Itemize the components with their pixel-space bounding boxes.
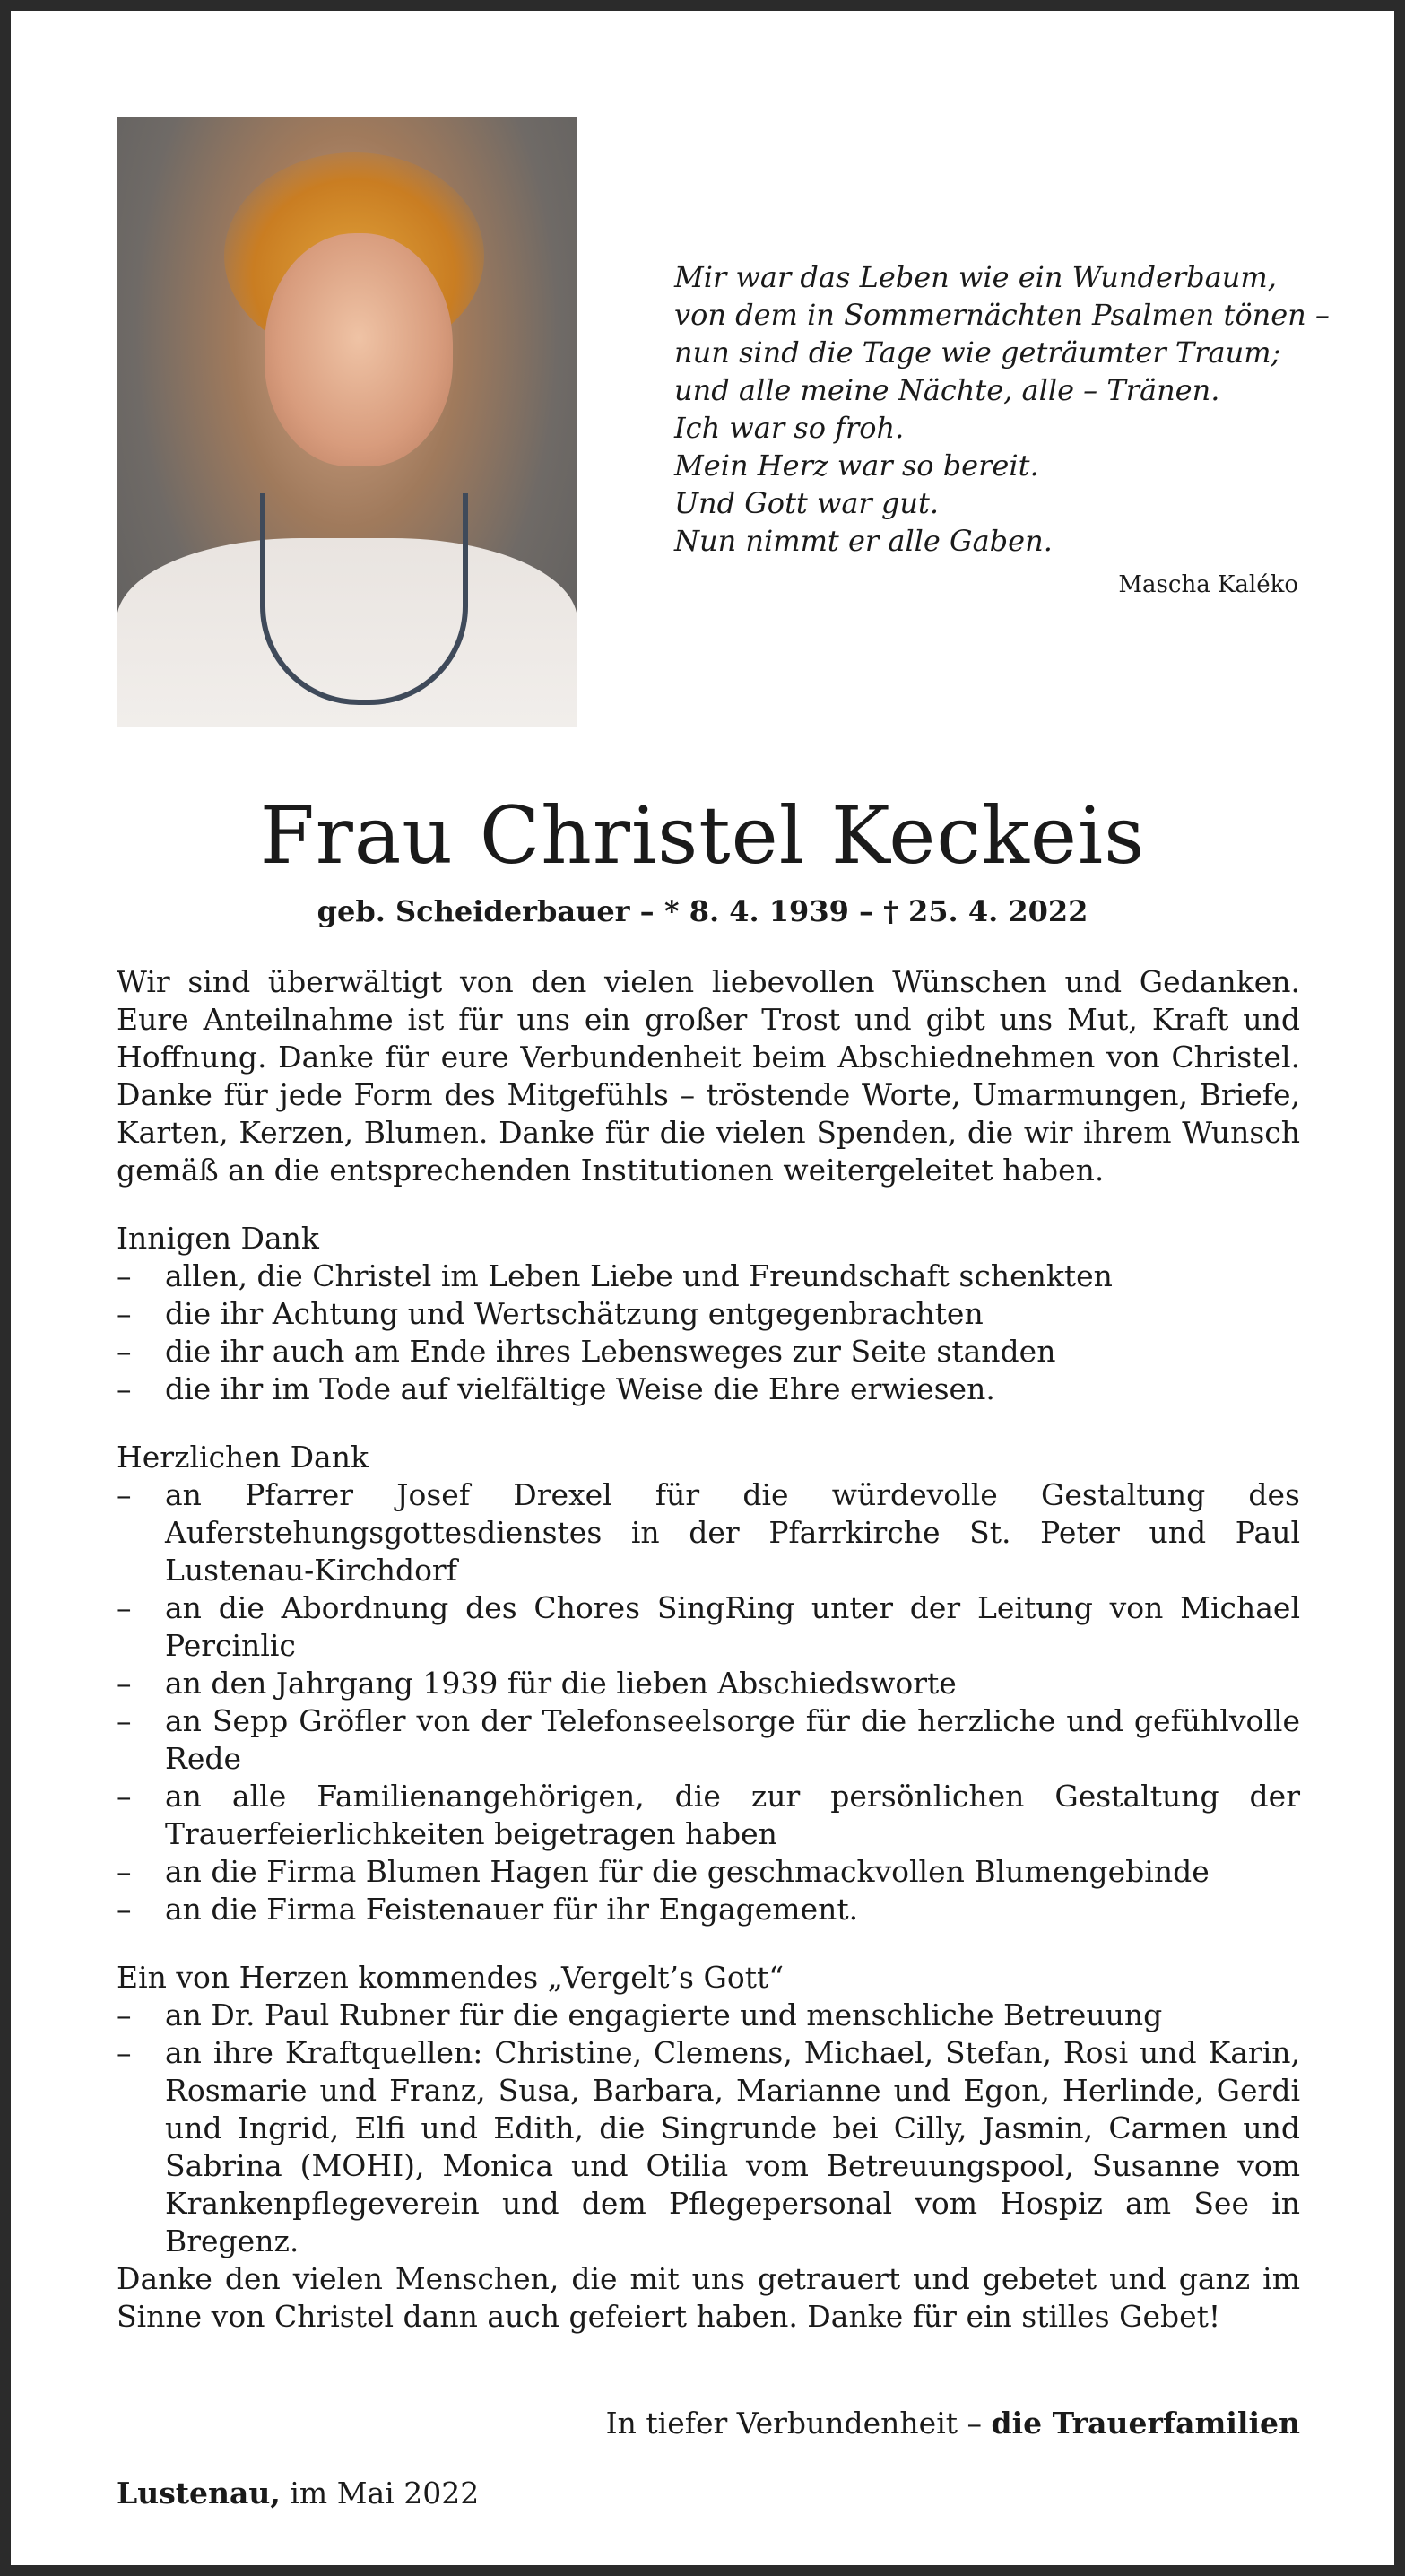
poem-line: Mein Herz war so bereit. — [674, 448, 1039, 483]
poem-line: von dem in Sommernächten Psalmen tönen – — [674, 298, 1330, 332]
poem-line: Und Gott war gut. — [674, 486, 940, 520]
poem-line: Ich war so froh. — [674, 411, 905, 445]
closing-prefix: In tiefer Verbundenheit – — [605, 2406, 992, 2441]
closing-family: die Trauerfamilien — [991, 2406, 1300, 2441]
section-heading: Innigen Dank — [117, 1221, 319, 1256]
list-item: – an die Abordnung des Chores SingRing unter der Leitung von Michael Percinlic — [117, 1589, 1300, 1665]
deceased-dates: geb. Scheiderbauer – * 8. 4. 1939 – † 25. 4. 2022 — [317, 894, 1088, 928]
section-innig — [117, 1220, 1300, 1408]
list-item: – allen, die Christel im Leben Liebe und Freundschaft schenkten — [117, 1258, 1300, 1295]
deceased-name: Frau Christel Keckeis — [259, 789, 1146, 882]
list-item: – an Pfarrer Josef Drexel für die würdevolle Gestaltung des Auferstehungsgottesdienstes in der Pfarrkirche St. Peter und Paul Lustenau-Kirchdorf — [117, 1476, 1300, 1589]
final-thanks: Danke den vielen Menschen, die mit uns getrauert und gebetet und ganz im Sinne von Christel dann auch gefeiert haben. Danke für ein stilles Gebet! — [117, 2261, 1300, 2334]
section-heading: Herzlichen Dank — [117, 1440, 369, 1475]
closing-line — [117, 2406, 1300, 2441]
place-date — [117, 2476, 834, 2511]
list-item: – an die Firma Feistenauer für ihr Engagement. — [117, 1891, 1300, 1928]
list-item: – an Sepp Gröfler von der Telefonseelsorge für die herzliche und gefühlvolle Rede — [117, 1702, 1300, 1778]
obituary-page — [11, 11, 1394, 2565]
dash-list — [117, 1476, 1300, 1928]
obituary-body — [117, 963, 1300, 2336]
place-date-text: im Mai 2022 — [280, 2476, 480, 2511]
poem-line: nun sind die Tage wie geträumter Traum; — [674, 335, 1281, 370]
list-item: – die ihr auch am Ende ihres Lebensweges zur Seite standen — [117, 1333, 1300, 1371]
dash-list — [117, 1997, 1300, 2260]
photo-necklace — [260, 493, 468, 705]
photo-face — [265, 233, 453, 466]
list-item: – an den Jahrgang 1939 für die lieben Abschiedsworte — [117, 1665, 1300, 1702]
section-vergelts — [117, 1959, 1300, 2260]
poem-author: Mascha Kaléko — [1118, 571, 1298, 598]
intro-paragraph: Wir sind überwältigt von den vielen liebevollen Wünschen und Gedanken. Eure Anteilnahme ist für uns ein großer Trost und gibt uns Mut, Kraft und Hoffnung. Danke für eure Verbundenheit beim Abschiednehmen von Christel. Danke für jede Form des Mitgefühls – tröstende Worte, Umarmungen, Briefe, Karten, Kerzen, Blumen. Danke für die vielen Spenden, die wir ihrem Wunsch gemäß an die entsprechenden Institutionen weitergeleitet haben. — [117, 964, 1300, 1188]
poem-line: Nun nimmt er alle Gaben. — [674, 524, 1053, 558]
list-item: – an Dr. Paul Rubner für die engagierte und menschliche Betreuung — [117, 1997, 1300, 2034]
list-item: – die ihr Achtung und Wertschätzung entgegenbrachten — [117, 1295, 1300, 1333]
list-item: – an die Firma Blumen Hagen für die geschmackvollen Blumengebinde — [117, 1853, 1300, 1891]
list-item: – die ihr im Tode auf vielfältige Weise die Ehre erwiesen. — [117, 1371, 1300, 1408]
portrait-photo — [117, 117, 577, 727]
list-item: – an ihre Kraftquellen: Christine, Clemens, Michael, Stefan, Rosi und Karin, Rosmarie und Franz, Susa, Barbara, Marianne und Egon, Herlinde, Gerdi und Ingrid, Elfi und Edith, die Singrunde bei Cilly, Jasmin, Carmen und Sabrina (MOHI), Monica und Otilia vom Betreuungspool, Susanne vom Krankenpflegeverein und dem Pflegepersonal vom Hospiz am See in Bregenz. — [117, 2034, 1300, 2260]
poem — [674, 258, 1330, 560]
list-item: – an alle Familienangehörigen, die zur persönlichen Gestaltung der Trauerfeierlichkeiten beigetragen haben — [117, 1778, 1300, 1853]
section-heading: Ein von Herzen kommendes „Vergelt’s Gott“ — [117, 1960, 785, 1995]
place-town: Lustenau, — [117, 2476, 281, 2511]
dash-list — [117, 1258, 1300, 1408]
section-herzlich — [117, 1439, 1300, 1928]
poem-line: Mir war das Leben wie ein Wunderbaum, — [674, 260, 1277, 294]
poem-line: und alle meine Nächte, alle – Tränen. — [674, 373, 1220, 407]
